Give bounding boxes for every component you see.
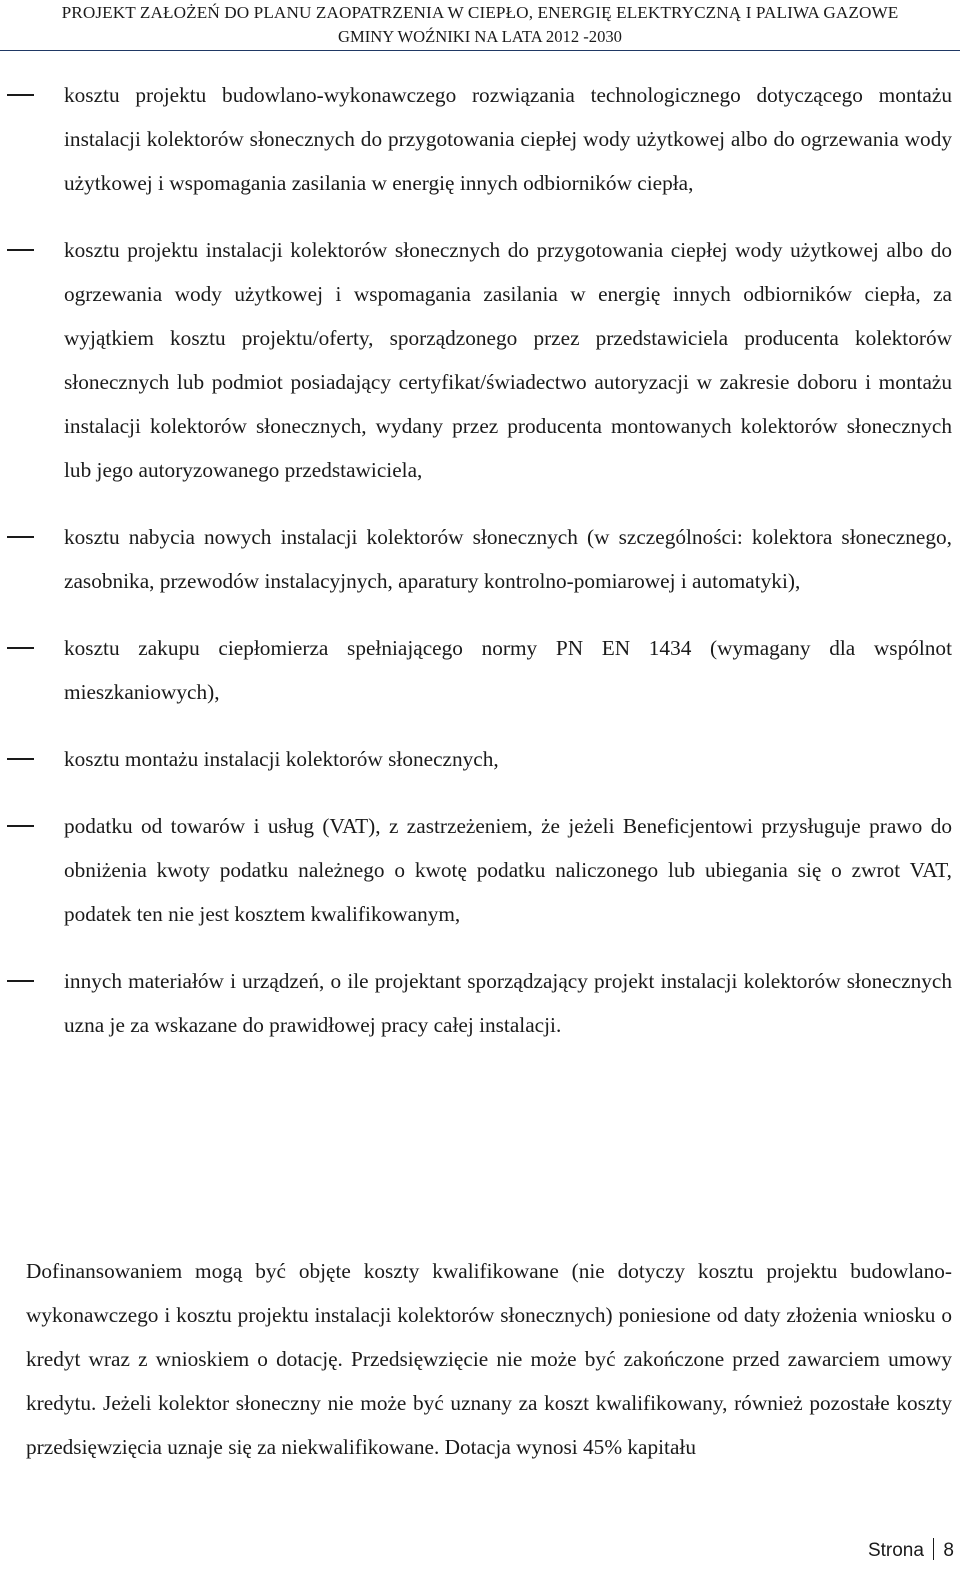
dash-bullet-icon [7,536,34,538]
footer-separator [933,1538,935,1560]
page-number: 8 [943,1540,954,1561]
dash-bullet-icon [7,825,34,827]
page-footer [868,1538,954,1562]
list-item [0,73,960,205]
cost-list [0,73,960,1070]
list-item [0,737,960,781]
dash-bullet-icon [7,980,34,982]
page-header [0,0,960,51]
header-title: PROJEKT ZAŁOŻEŃ DO PLANU ZAOPATRZENIA W CIEPŁO, ENERGIĘ ELEKTRYCZNĄ I PALIWA GAZOWE [61,3,899,22]
list-item-text: kosztu montażu instalacji kolektorów słonecznych, [64,747,499,771]
dash-bullet-icon [7,249,34,251]
list-item-text: kosztu zakupu ciepłomierza spełniającego normy PN EN 1434 (wymagany dla wspólnot mieszkaniowych), [64,636,952,704]
list-item [0,515,960,603]
list-item-text: kosztu nabycia nowych instalacji kolektorów słonecznych (w szczególności: kolektora słonecznego, zasobnika, przewodów instalacyjnych, aparatury kontrolno-pomiarowej i automatyki), [64,525,952,593]
list-item [0,626,960,714]
page-label: Strona [867,1540,924,1561]
header-subtitle: GMINY WOŹNIKI NA LATA 2012 -2030 [338,27,622,46]
list-item-text: podatku od towarów i usług (VAT), z zastrzeżeniem, że jeżeli Beneficjentowi przysługuje prawo do obniżenia kwoty podatku należnego o kwotę podatku naliczonego lub ubiegania się o zwrot VAT, podatek ten nie jest kosztem kwalifikowanym, [64,814,952,926]
list-item-text: kosztu projektu instalacji kolektorów słonecznych do przygotowania ciepłej wody użytkowej albo do ogrzewania wody użytkowej i wspomagania zasilania w energię innych odbiorników ciepła, za wyjątkiem kosztu projektu/oferty, sporządzonego przez przedstawiciela producenta kolektorów słonecznych lub podmiot posiadający certyfikat/świadectwo autoryzacji w zakresie doboru i montażu instalacji kolektorów słonecznych, wydany przez producenta montowanych kolektorów słonecznych lub jego autoryzowanego przedstawiciela, [64,238,952,482]
list-item-text: kosztu projektu budowlano-wykonawczego rozwiązania technologicznego dotyczącego montażu instalacji kolektorów słonecznych do przygotowania ciepłej wody użytkowej albo do ogrzewania wody użytkowej i wspomagania zasilania w energię innych odbiorników ciepła, [64,83,952,195]
list-item [0,959,960,1047]
list-item [0,228,960,492]
dash-bullet-icon [7,647,34,649]
dash-bullet-icon [7,94,34,96]
list-item-text: innych materiałów i urządzeń, o ile projektant sporządzający projekt instalacji kolektorów słonecznych uzna je za wskazane do prawidłowej pracy całej instalacji. [64,969,952,1037]
dash-bullet-icon [7,758,34,760]
body-paragraph: Dofinansowaniem mogą być objęte koszty kwalifikowane (nie dotyczy kosztu projektu budowlano-wykonawczego i kosztu projektu instalacji kolektorów słonecznych) poniesione od daty złożenia wniosku o kredyt wraz z wnioskiem o dotację. Przedsięwzięcie nie może być zakończone przed zawarciem umowy kredytu. Jeżeli kolektor słoneczny nie może być uznany za koszt kwalifikowany, również pozostałe koszty przedsięwzięcia uznaje się za niekwalifikowane. Dotacja wynosi 45% kapitału [26,1259,952,1459]
list-item [0,804,960,936]
